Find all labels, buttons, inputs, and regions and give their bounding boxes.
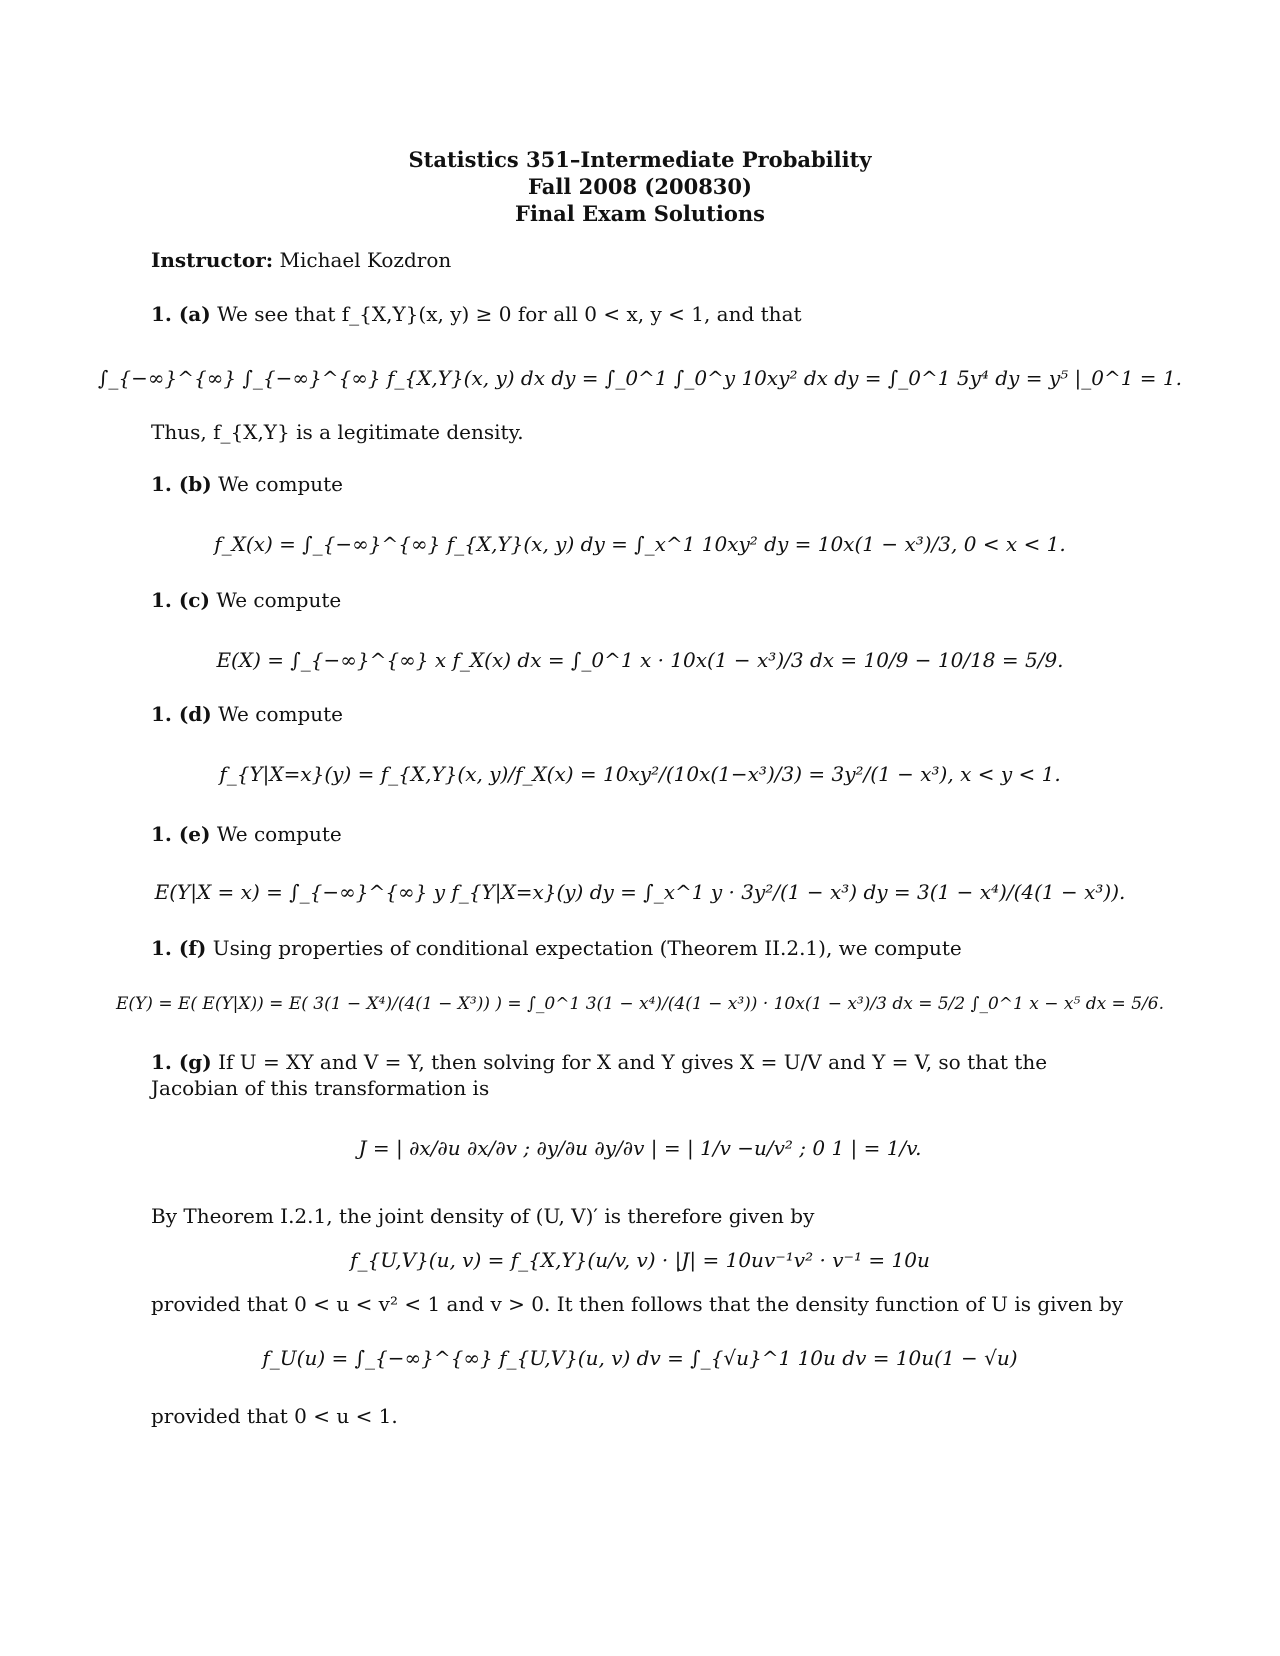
title-document: Final Exam Solutions bbox=[515, 201, 765, 226]
problem-1g-text-cont: Jacobian of this transformation is bbox=[151, 1076, 490, 1100]
equation-1e: E(Y|X = x) = ∫_{−∞}^{∞} y f_{Y|X=x}(y) dy = ∫_x^1 y · 3y²/(1 − x³) dy = 3(1 − x⁴)/(4(1 − x³)). bbox=[154, 880, 1126, 904]
equation-1c: E(X) = ∫_{−∞}^{∞} x f_X(x) dx = ∫_0^1 x · 10x(1 − x³)/3 dx = 10/9 − 10/18 = 5/9. bbox=[216, 648, 1064, 672]
equation-1b: f_X(x) = ∫_{−∞}^{∞} f_{X,Y}(x, y) dy = ∫_x^1 10xy² dy = 10x(1 − x³)/3, 0 < x < 1. bbox=[214, 532, 1066, 556]
problem-text: If U = XY and V = Y, then solving for X and Y gives X = U/V and Y = V, so that the bbox=[218, 1050, 1048, 1074]
problem-1a-conclusion: Thus, f_{X,Y} is a legitimate density. bbox=[151, 420, 524, 444]
problem-label: 1. (e) bbox=[151, 822, 211, 846]
problem-1g-joint-density-text: By Theorem I.2.1, the joint density of (U, V)′ is therefore given by bbox=[151, 1204, 815, 1228]
equation-1f: E(Y) = E( E(Y|X)) = E( 3(1 − X⁴)/(4(1 − X³)) ) = ∫_0^1 3(1 − x⁴)/(4(1 − x³)) · 10x(1 − x³)/3 dx = 5/2 ∫_0^1 x − x⁵ dx = 5/6. bbox=[116, 994, 1164, 1014]
problem-text: We compute bbox=[218, 702, 344, 726]
equation-1d: f_{Y|X=x}(y) = f_{X,Y}(x, y)/f_X(x) = 10xy²/(10x(1−x³)/3) = 3y²/(1 − x³), x < y < 1. bbox=[219, 762, 1061, 786]
problem-1g bbox=[151, 1050, 1047, 1074]
title-course: Statistics 351–Intermediate Probability bbox=[408, 147, 872, 172]
equation-jacobian: J = | ∂x/∂u ∂x/∂v ; ∂y/∂u ∂y/∂v | = | 1/v −u/v² ; 0 1 | = 1/v. bbox=[358, 1136, 922, 1160]
equation-1a: ∫_{−∞}^{∞} ∫_{−∞}^{∞} f_{X,Y}(x, y) dx dy = ∫_0^1 ∫_0^y 10xy² dx dy = ∫_0^1 5y⁴ dy = y⁵ |_0^1 = 1. bbox=[97, 366, 1183, 390]
problem-label: 1. (d) bbox=[151, 702, 212, 726]
problem-1g-density-text: provided that 0 < u < v² < 1 and v > 0. It then follows that the density function of U is given by bbox=[151, 1292, 1124, 1316]
problem-text: We compute bbox=[216, 822, 342, 846]
problem-1d bbox=[151, 702, 343, 726]
problem-label: 1. (g) bbox=[151, 1050, 212, 1074]
instructor-line bbox=[151, 248, 451, 272]
problem-label: 1. (f) bbox=[151, 936, 207, 960]
problem-text: We compute bbox=[218, 472, 344, 496]
problem-label: 1. (b) bbox=[151, 472, 212, 496]
problem-1e bbox=[151, 822, 342, 846]
problem-1g-final-condition: provided that 0 < u < 1. bbox=[151, 1404, 398, 1428]
problem-1b bbox=[151, 472, 343, 496]
equation-joint-density: f_{U,V}(u, v) = f_{X,Y}(u/v, v) · |J| = 10uv⁻¹v² · v⁻¹ = 10u bbox=[350, 1248, 930, 1272]
equation-marginal-density: f_U(u) = ∫_{−∞}^{∞} f_{U,V}(u, v) dv = ∫_{√u}^1 10u dv = 10u(1 − √u) bbox=[262, 1346, 1018, 1370]
problem-text: We see that f_{X,Y}(x, y) ≥ 0 for all 0 < x, y < 1, and that bbox=[217, 302, 802, 326]
title-term: Fall 2008 (200830) bbox=[528, 174, 752, 199]
problem-label: 1. (c) bbox=[151, 588, 210, 612]
problem-1c bbox=[151, 588, 341, 612]
problem-text: We compute bbox=[216, 588, 342, 612]
problem-1a bbox=[151, 302, 802, 326]
problem-label: 1. (a) bbox=[151, 302, 211, 326]
instructor-label: Instructor: bbox=[151, 248, 274, 272]
instructor-name: Michael Kozdron bbox=[279, 248, 452, 272]
problem-1f bbox=[151, 936, 962, 960]
problem-text: Using properties of conditional expectation (Theorem II.2.1), we compute bbox=[212, 936, 962, 960]
